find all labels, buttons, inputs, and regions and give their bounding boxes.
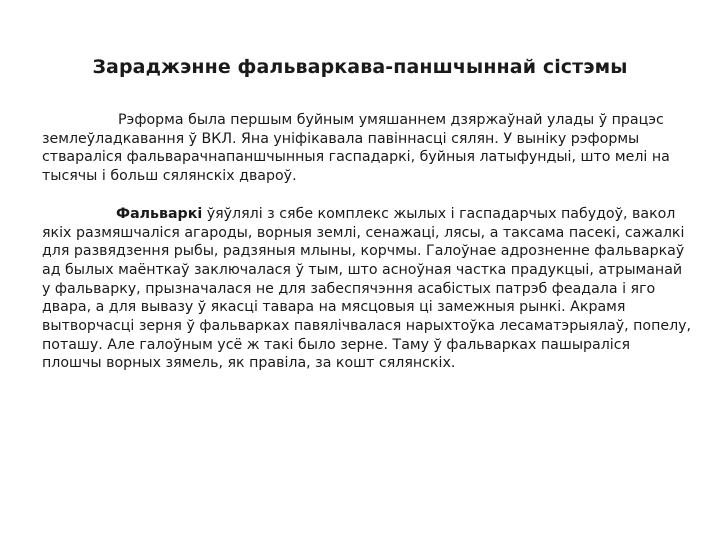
paragraph-folwarks-text: ўяўлялі з сябе комплекс жылых і гаспадарчых пабудоў, вакол якіх размяшчаліся агароды, ворныя землі, сенажаці, лясы, а таксама пасекі, сажалкі для развядзення рыбы, радзяныя млыны, корчмы. Галоўнае адрозненне фальваркаў ад былых маёнткаў заключалася ў тым, што асноўная частка прадукцыі, атрыманай у фальварку, прызначалася не для забеспячэння асабістых патрэб феадала і яго двара, а для вывазу ў якасці тавара на мясцовыя ці замежныя рынкі. Акрамя вытворчасці зерня ў фальварках павялічвалася нарыхтоўка лесаматэрыялаў, попелу, поташу. Але галоўным усё ж такі было зерне. Таму ў фальварках пашыраліся плошчы ворных зямель, як правіла, за кошт сялянскіх. (42, 205, 692, 372)
paragraph-reform: Рэформа была першым буйным умяшаннем дзяржаўнай улады ў працэс землеўладкавання ў ВКЛ. Яна уніфікавала павіннасці сялян. У выніку рэформы ствараліся фальварачнапаншчынныя гаспадаркі, буйныя латыфундыі, што мелі на тысячы і больш сялянскіх двароў. (42, 112, 670, 185)
term-folwarks: Фальваркі (116, 205, 203, 222)
slide-body (42, 111, 692, 373)
paragraph-folwarks (42, 205, 692, 373)
slide-title: Зараджэнне фальваркава-паншчыннай сістэмы (92, 56, 628, 78)
